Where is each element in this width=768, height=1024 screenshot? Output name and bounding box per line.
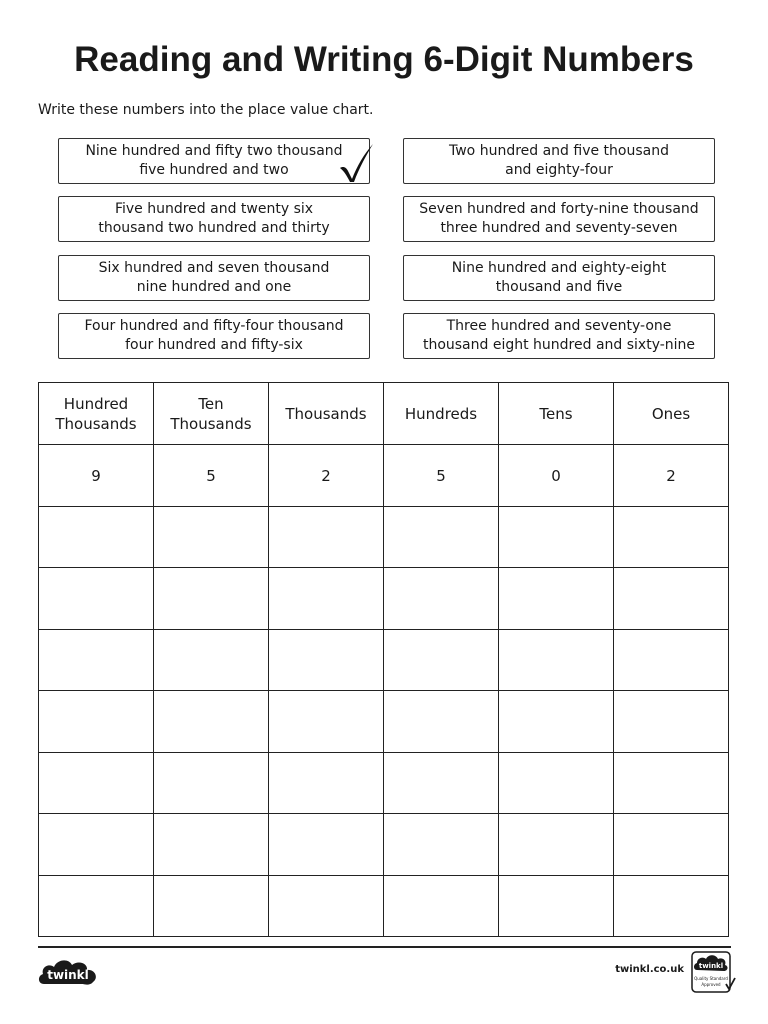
chart-row	[39, 875, 729, 937]
number-card-line: three hundred and seventy-seven	[440, 220, 678, 236]
chart-cell[interactable]	[384, 568, 499, 629]
number-card-line: four hundred and fifty-six	[125, 337, 303, 353]
number-card-6	[403, 255, 715, 301]
chart-cell[interactable]	[154, 691, 269, 752]
number-card-5	[58, 255, 370, 301]
number-card-3	[58, 196, 370, 242]
place-value-chart	[38, 382, 729, 937]
number-card-line: thousand and five	[495, 279, 623, 295]
chart-cell[interactable]	[384, 629, 499, 690]
chart-cell[interactable]	[39, 568, 154, 629]
chart-cell[interactable]	[499, 629, 614, 690]
number-card-4	[403, 196, 715, 242]
number-card-1	[58, 138, 370, 184]
svg-text:twinkl: twinkl	[47, 968, 89, 982]
chart-cell[interactable]	[269, 506, 384, 567]
number-card-line: Five hundred and twenty six	[114, 201, 314, 217]
chart-cell[interactable]	[614, 506, 729, 567]
chart-cell[interactable]	[499, 568, 614, 629]
header-ten-thousands: Ten Thousands	[154, 383, 269, 445]
quality-badge	[690, 950, 736, 994]
chart-cell[interactable]	[499, 875, 614, 937]
chart-cell[interactable]	[499, 691, 614, 752]
number-card-line: thousand two hundred and thirty	[98, 220, 330, 236]
number-card-line: Seven hundred and forty-nine thousand	[419, 201, 699, 217]
footer-divider	[38, 946, 731, 948]
chart-cell[interactable]	[39, 629, 154, 690]
number-card-line: and eighty-four	[505, 162, 613, 178]
number-card-line: Four hundred and fifty-four thousand	[84, 318, 344, 334]
chart-row	[39, 506, 729, 567]
header-hundred-thousands: Hundred Thousands	[39, 383, 154, 445]
chart-cell[interactable]	[499, 752, 614, 813]
chart-header-row	[39, 383, 729, 445]
chart-cell[interactable]	[384, 814, 499, 875]
chart-cell[interactable]	[614, 568, 729, 629]
chart-cell: 5	[154, 445, 269, 506]
chart-cell[interactable]	[269, 875, 384, 937]
number-card-line: Two hundred and five thousand	[449, 143, 669, 159]
svg-text:Approved: Approved	[701, 982, 721, 987]
chart-cell[interactable]	[384, 752, 499, 813]
chart-cell[interactable]	[154, 814, 269, 875]
chart-row	[39, 568, 729, 629]
chart-cell[interactable]	[154, 506, 269, 567]
svg-text:twinkl: twinkl	[698, 962, 724, 970]
chart-cell[interactable]	[39, 506, 154, 567]
chart-cell: 0	[499, 445, 614, 506]
site-url: twinkl.co.uk	[615, 964, 684, 975]
chart-row	[39, 814, 729, 875]
chart-cell[interactable]	[269, 629, 384, 690]
page-title: Reading and Writing 6-Digit Numbers	[74, 40, 694, 79]
chart-cell[interactable]	[269, 691, 384, 752]
chart-row	[39, 691, 729, 752]
header-tens: Tens	[499, 383, 614, 445]
number-card-line: Nine hundred and fifty two thousand	[85, 143, 343, 159]
chart-cell[interactable]	[154, 629, 269, 690]
chart-cell[interactable]	[499, 506, 614, 567]
chart-cell[interactable]	[154, 568, 269, 629]
chart-cell[interactable]	[154, 752, 269, 813]
chart-cell[interactable]	[39, 875, 154, 937]
number-card-8	[403, 313, 715, 359]
chart-cell: 9	[39, 445, 154, 506]
number-card-line: thousand eight hundred and sixty-nine	[422, 337, 696, 353]
twinkl-logo	[36, 954, 100, 988]
number-card-2	[403, 138, 715, 184]
number-card-line: five hundred and two	[139, 162, 289, 178]
chart-cell[interactable]	[269, 752, 384, 813]
number-card-line: Three hundred and seventy-one	[446, 318, 672, 334]
chart-cell[interactable]	[39, 691, 154, 752]
chart-row	[39, 445, 729, 506]
chart-cell[interactable]	[384, 875, 499, 937]
chart-cell[interactable]	[384, 506, 499, 567]
chart-cell: 5	[384, 445, 499, 506]
chart-cell: 2	[614, 445, 729, 506]
number-card-7	[58, 313, 370, 359]
chart-cell[interactable]	[614, 752, 729, 813]
chart-row	[39, 752, 729, 813]
chart-cell[interactable]	[39, 752, 154, 813]
chart-cell[interactable]	[269, 568, 384, 629]
number-card-line: nine hundred and one	[136, 279, 292, 295]
chart-cell[interactable]	[614, 629, 729, 690]
header-ones: Ones	[614, 383, 729, 445]
chart-cell[interactable]	[499, 814, 614, 875]
instruction-text: Write these numbers into the place value chart.	[38, 102, 374, 118]
header-thousands: Thousands	[269, 383, 384, 445]
chart-cell[interactable]	[614, 875, 729, 937]
header-hundreds: Hundreds	[384, 383, 499, 445]
chart-cell[interactable]	[614, 814, 729, 875]
chart-row	[39, 629, 729, 690]
chart-cell[interactable]	[269, 814, 384, 875]
number-card-line: Nine hundred and eighty-eight	[451, 260, 667, 276]
chart-cell: 2	[269, 445, 384, 506]
chart-cell[interactable]	[384, 691, 499, 752]
chart-cell[interactable]	[39, 814, 154, 875]
number-card-line: Six hundred and seven thousand	[98, 260, 330, 276]
chart-cell[interactable]	[614, 691, 729, 752]
chart-cell[interactable]	[154, 875, 269, 937]
checkmark-icon	[337, 142, 375, 184]
svg-text:Quality Standard: Quality Standard	[694, 976, 728, 981]
